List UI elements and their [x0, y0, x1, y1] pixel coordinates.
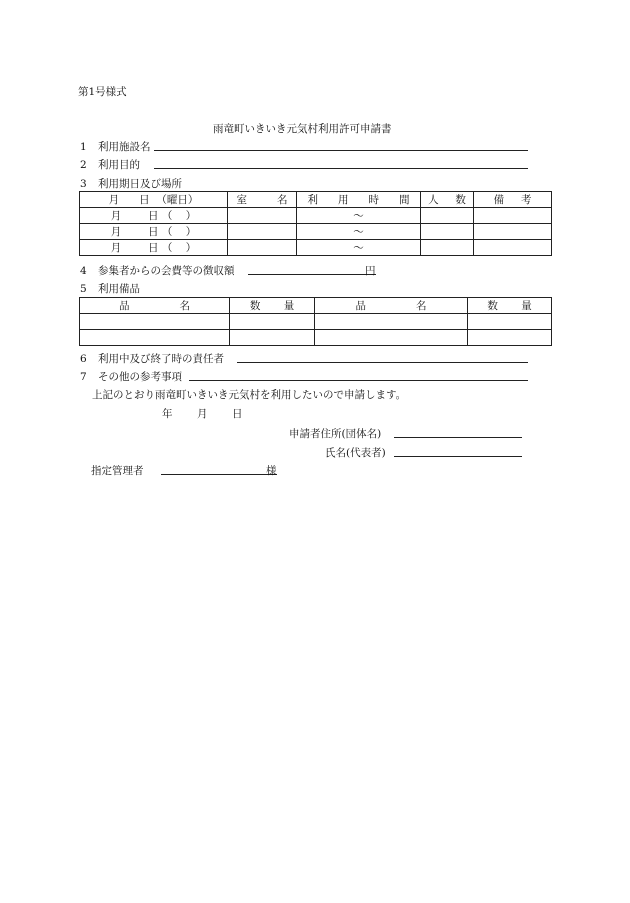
item-number: 5 — [80, 283, 87, 295]
header-date: 月 日 （曜日） — [80, 192, 228, 208]
date-day-label: 日 — [232, 408, 243, 420]
people-cell[interactable] — [421, 240, 474, 256]
table-row — [80, 314, 552, 330]
table-row — [80, 240, 552, 256]
item-cell[interactable] — [315, 314, 468, 330]
remarks-cell[interactable] — [474, 208, 552, 224]
item-number: 7 — [80, 371, 87, 383]
table-row — [80, 208, 552, 224]
header-time: 利 用 時 間 — [297, 192, 421, 208]
time-cell[interactable]: 〜 — [297, 240, 421, 256]
qty-cell[interactable] — [230, 314, 315, 330]
item-number: 2 — [80, 159, 87, 171]
header-people: 人 数 — [421, 192, 474, 208]
schedule-header-row — [80, 192, 552, 208]
manager-input-line[interactable] — [161, 474, 277, 475]
manager-honorific: 様 — [266, 465, 277, 477]
fee-input-line[interactable] — [248, 274, 376, 275]
date-cell[interactable]: 月 日 （ ） — [80, 224, 228, 240]
item-other — [80, 369, 182, 384]
item-cell[interactable] — [315, 330, 468, 346]
item-cell[interactable] — [80, 314, 230, 330]
header-qty: 数 量 — [230, 298, 315, 314]
room-cell[interactable] — [228, 208, 297, 224]
equipment-header-row — [80, 298, 552, 314]
other-input-line[interactable] — [189, 380, 528, 381]
item-responsible — [80, 351, 224, 366]
header-item: 品 名 — [315, 298, 468, 314]
manager-label: 指定管理者 — [91, 465, 144, 477]
item-number: 3 — [80, 178, 87, 190]
item-facility — [80, 139, 151, 154]
item-label: その他の参考事項 — [98, 371, 182, 383]
date-month-label: 月 — [197, 408, 208, 420]
item-fee — [80, 263, 235, 278]
qty-cell[interactable] — [468, 314, 552, 330]
item-number: 1 — [80, 141, 87, 153]
table-row — [80, 224, 552, 240]
applicant-address-input-line[interactable] — [394, 437, 522, 438]
header-item: 品 名 — [80, 298, 230, 314]
people-cell[interactable] — [421, 208, 474, 224]
item-purpose — [80, 157, 140, 172]
item-label: 利用期日及び場所 — [98, 178, 182, 190]
time-cell[interactable]: 〜 — [297, 224, 421, 240]
schedule-table — [79, 191, 552, 256]
purpose-input-line[interactable] — [154, 168, 528, 169]
room-cell[interactable] — [228, 240, 297, 256]
item-label: 利用中及び終了時の責任者 — [98, 353, 224, 365]
item-cell[interactable] — [80, 330, 230, 346]
remarks-cell[interactable] — [474, 224, 552, 240]
item-number: 6 — [80, 353, 87, 365]
table-row — [80, 330, 552, 346]
date-cell[interactable]: 月 日 （ ） — [80, 208, 228, 224]
applicant-name-input-line[interactable] — [394, 456, 522, 457]
item-equipment — [80, 281, 140, 296]
room-cell[interactable] — [228, 224, 297, 240]
equipment-table — [79, 297, 552, 346]
qty-cell[interactable] — [468, 330, 552, 346]
applicant-address-label: 申請者住所(団体名) — [289, 428, 382, 440]
date-year-label: 年 — [162, 408, 173, 420]
facility-input-line[interactable] — [154, 150, 528, 151]
applicant-name-label: 氏名(代表者) — [325, 447, 386, 459]
form-title: 雨竜町いきいき元気村利用許可申請書 — [213, 123, 392, 135]
date-cell[interactable]: 月 日 （ ） — [80, 240, 228, 256]
fee-unit: 円 — [365, 265, 376, 277]
item-number: 4 — [80, 265, 87, 277]
item-label: 利用施設名 — [98, 141, 151, 153]
remarks-cell[interactable] — [474, 240, 552, 256]
responsible-input-line[interactable] — [237, 362, 528, 363]
item-label: 利用備品 — [98, 283, 140, 295]
qty-cell[interactable] — [230, 330, 315, 346]
header-room: 室 名 — [228, 192, 297, 208]
declaration-text: 上記のとおり雨竜町いきいき元気村を利用したいので申請します。 — [92, 389, 407, 401]
form-number: 第1号様式 — [78, 86, 127, 98]
item-schedule — [80, 176, 182, 191]
people-cell[interactable] — [421, 224, 474, 240]
time-cell[interactable]: 〜 — [297, 208, 421, 224]
item-label: 利用目的 — [98, 159, 140, 171]
item-label: 参集者からの会費等の徴収額 — [98, 265, 235, 277]
header-remarks: 備 考 — [474, 192, 552, 208]
header-qty: 数 量 — [468, 298, 552, 314]
